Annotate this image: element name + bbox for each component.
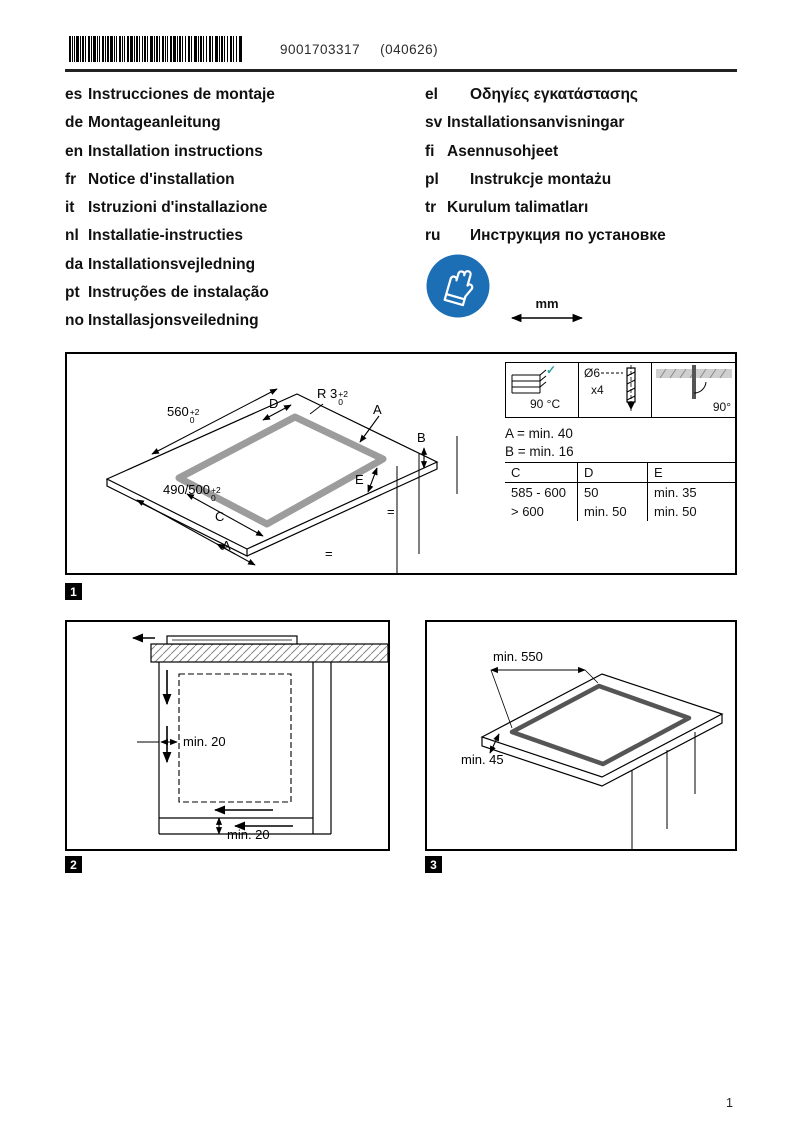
unit-label: mm xyxy=(535,296,559,311)
language-item-it xyxy=(65,194,275,222)
dim-value: 560 xyxy=(167,404,189,419)
figure-number-3: 3 xyxy=(425,856,442,873)
language-code: da xyxy=(65,255,84,273)
language-name: Instrucciones de montaje xyxy=(88,86,275,103)
language-name: Installationsanvisningar xyxy=(447,114,625,132)
language-name: Οδηγίες εγκατάστασης xyxy=(470,86,638,103)
figure-1-cutout-diagram xyxy=(65,352,737,575)
language-code: en xyxy=(65,142,84,160)
letter-label-b: B xyxy=(417,430,426,445)
table-header-d: D xyxy=(577,463,647,483)
dim-tolerance xyxy=(338,390,348,406)
check-icon: ✓ xyxy=(546,363,557,377)
language-item-pl xyxy=(425,166,666,194)
note-a-min-40: A = min. 40 xyxy=(505,426,573,441)
worktop-iso-drawing xyxy=(427,622,735,849)
language-name: Installatie-instructies xyxy=(88,227,244,245)
front-clearance-label: min. 45 xyxy=(461,752,504,767)
requirements-panel xyxy=(505,362,737,418)
language-code: fr xyxy=(65,170,77,188)
cabinet-section-drawing xyxy=(67,622,388,849)
table-cell: 50 xyxy=(577,483,647,502)
figure-number-1: 1 xyxy=(65,583,82,600)
language-code: pl xyxy=(425,170,439,188)
tolerance-minus: 0 xyxy=(211,493,216,503)
screw-diameter: Ø6 xyxy=(584,366,601,380)
language-item-de xyxy=(65,109,275,137)
dimension-label-radius xyxy=(317,386,348,406)
table-header-e: E xyxy=(647,463,735,483)
table-cell: min. 35 xyxy=(647,483,735,502)
language-name: Installasjonsveiledning xyxy=(88,312,259,330)
figure-2-ventilation-diagram xyxy=(65,620,390,851)
language-name: Инструкция по установке xyxy=(470,227,666,245)
screw-angle-cell xyxy=(651,363,736,417)
page-number: 1 xyxy=(726,1096,733,1110)
table-cell: > 600 xyxy=(511,504,544,519)
table-header-c: C xyxy=(505,463,577,483)
table-cell: min. 50 xyxy=(647,502,735,521)
language-item-fr xyxy=(65,166,275,194)
language-item-sv xyxy=(425,109,666,137)
language-item-pt xyxy=(65,279,275,307)
tolerance-minus: 0 xyxy=(189,415,195,425)
letter-label-c: C xyxy=(215,509,225,524)
letter-label-d: D xyxy=(269,396,279,411)
tolerance-plus: +2 xyxy=(211,485,221,495)
language-name: Installationsvejledning xyxy=(88,255,256,273)
figure-number-2: 2 xyxy=(65,856,82,873)
dimension-label-560 xyxy=(167,404,199,424)
figure-3-worktop-diagram xyxy=(425,620,737,851)
language-code: pt xyxy=(65,284,80,302)
letter-label-a-bottom: A xyxy=(222,538,231,553)
language-code: no xyxy=(65,312,84,330)
temperature-value: 90 °C xyxy=(530,397,561,411)
dim-tolerance xyxy=(190,408,200,424)
bottom-clearance-label: min. 20 xyxy=(227,827,270,842)
protective-gloves-icon xyxy=(425,253,491,319)
tolerance-plus: +2 xyxy=(189,407,200,417)
language-code: nl xyxy=(65,227,79,245)
note-b-min-16: B = min. 16 xyxy=(505,444,574,459)
language-item-en xyxy=(65,138,275,166)
table-cell: 585 - 600 xyxy=(511,485,566,500)
dimension-label-depth xyxy=(163,482,221,502)
letter-label-e: E xyxy=(355,472,364,487)
tolerance-minus: 0 xyxy=(338,397,343,407)
language-name: Instrukcje montażu xyxy=(470,170,612,188)
language-item-nl xyxy=(65,222,275,250)
language-code: el xyxy=(425,86,438,103)
language-item-no xyxy=(65,307,275,335)
language-name: Kurulum talimatları xyxy=(447,199,589,217)
tolerance-plus: +2 xyxy=(338,389,348,399)
language-item-el xyxy=(425,81,666,109)
language-name: Istruzioni d'installazione xyxy=(88,199,268,217)
language-name: Montageanleitung xyxy=(88,114,221,132)
header-divider xyxy=(65,69,737,72)
language-item-fi xyxy=(425,138,666,166)
clearance-table xyxy=(505,462,735,521)
language-code: sv xyxy=(425,114,443,132)
language-name: Instruções de instalação xyxy=(88,284,269,302)
language-code: de xyxy=(65,114,84,132)
language-list-right xyxy=(425,81,666,251)
equal-spacing-mark: = xyxy=(387,504,395,519)
barcode-number: 9001703317 xyxy=(280,42,361,57)
side-clearance-label: min. 20 xyxy=(183,734,226,749)
language-name: Installation instructions xyxy=(88,142,263,160)
language-code: es xyxy=(65,86,83,103)
language-item-es xyxy=(65,81,275,109)
letter-label-a-top: A xyxy=(373,402,382,417)
table-cell: min. 50 xyxy=(577,502,647,521)
language-item-ru xyxy=(425,222,666,250)
language-code: it xyxy=(65,199,75,217)
temperature-resistance-cell xyxy=(506,363,578,417)
dim-value: R 3 xyxy=(317,386,338,401)
language-name: Notice d'installation xyxy=(88,170,235,188)
screw-spec-cell xyxy=(578,363,651,417)
language-item-tr xyxy=(425,194,666,222)
language-code: ru xyxy=(425,227,441,245)
double-arrow-icon xyxy=(508,312,586,324)
min-width-label: min. 550 xyxy=(493,649,543,664)
document-code xyxy=(280,42,438,57)
language-name: Asennusohjeet xyxy=(447,142,559,160)
language-code: fi xyxy=(425,142,435,160)
dim-value: 490/500 xyxy=(163,482,210,497)
barcode xyxy=(69,36,244,62)
language-code: tr xyxy=(425,199,437,217)
screw-quantity: x4 xyxy=(591,383,604,397)
equal-spacing-mark: = xyxy=(325,546,333,561)
language-item-da xyxy=(65,251,275,279)
print-code: (040626) xyxy=(380,42,439,57)
dim-tolerance xyxy=(211,486,221,502)
language-list-left xyxy=(65,81,275,336)
angle-value: 90° xyxy=(712,400,731,414)
